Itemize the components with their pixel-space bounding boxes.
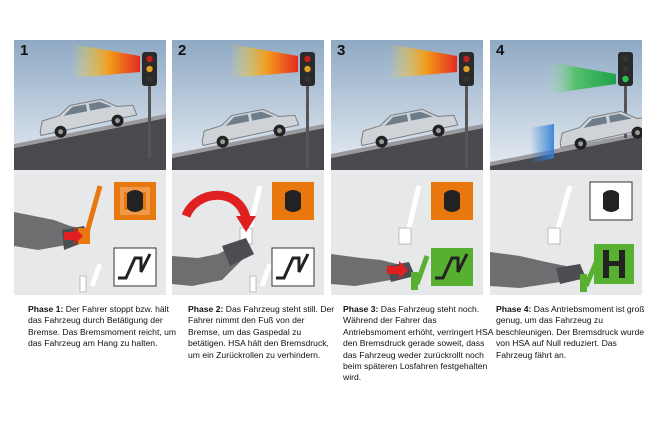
phase-description: Das Fahrzeug steht noch. Während der Fahrer das Antriebsmoment erhöht, verringert HSA den Bremsdruck gerade soweit, dass das Fahrzeug weder zurückrollt noch beim späteren Losfahren festgehalten wird. bbox=[343, 304, 493, 383]
brake-indicator-icon bbox=[590, 182, 632, 220]
phase-1-caption bbox=[28, 304, 178, 350]
phase-2-panel bbox=[172, 40, 324, 295]
phase-number: 4 bbox=[496, 42, 505, 59]
throttle-indicator-icon bbox=[272, 248, 314, 286]
phase-4-panel bbox=[490, 40, 642, 295]
phase-4-illustration bbox=[490, 40, 642, 295]
brake-indicator-icon bbox=[114, 182, 156, 220]
phase-4-caption bbox=[496, 304, 646, 361]
phase-1-panel bbox=[14, 40, 166, 295]
phase-description: Der Fahrer stoppt bzw. hält das Fahrzeug durch Betätigung der Bremse. Das Bremsmoment reicht, um das Fahrzeug am Hang zu halten. bbox=[28, 304, 177, 349]
brake-indicator-icon bbox=[272, 182, 314, 220]
phase-2-caption bbox=[188, 304, 338, 361]
phase-label: Phase 1: bbox=[28, 304, 64, 314]
phase-description: Das Fahrzeug steht still. Der Fahrer nimmt den Fuß von der Bremse, um das Gaspedal zu betätigen. HSA hält den Bremsdruck, um ein Zurückrollen zu verhindern. bbox=[188, 304, 335, 360]
phase-2-illustration bbox=[172, 40, 324, 295]
phase-3-caption bbox=[343, 304, 493, 384]
motion-trail bbox=[530, 124, 554, 164]
phase-label: Phase 4: bbox=[496, 304, 532, 314]
phase-number: 1 bbox=[20, 42, 29, 59]
phase-label: Phase 2: bbox=[188, 304, 224, 314]
phase-number: 2 bbox=[178, 42, 187, 59]
throttle-indicator-icon bbox=[431, 248, 473, 286]
phase-number: 3 bbox=[337, 42, 346, 59]
phase-3-illustration bbox=[331, 40, 483, 295]
phase-3-panel bbox=[331, 40, 483, 295]
phase-description: Das Antriebsmoment ist groß genug, um das Fahrzeug zu beschleunigen. Der Bremsdruck wurde von HSA auf Null reduziert. Das Fahrzeug fährt an. bbox=[496, 304, 645, 360]
throttle-indicator-icon bbox=[594, 244, 634, 284]
phase-label: Phase 3: bbox=[343, 304, 379, 314]
brake-indicator-icon bbox=[431, 182, 473, 220]
throttle-indicator-icon bbox=[114, 248, 156, 286]
phase-1-illustration bbox=[14, 40, 166, 295]
